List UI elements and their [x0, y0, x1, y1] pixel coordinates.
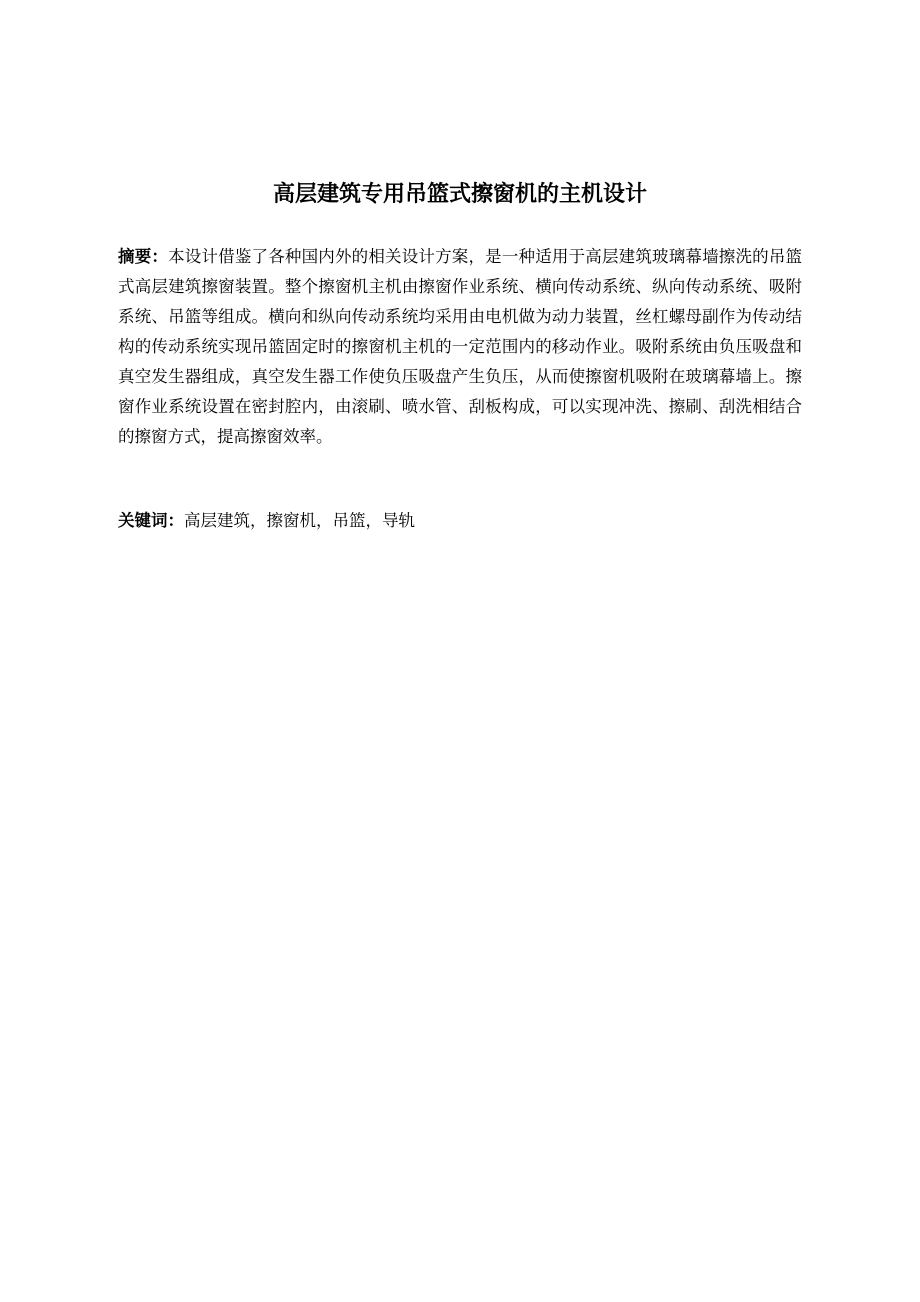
abstract-paragraph [118, 242, 802, 452]
keywords-label: 关键词： [118, 511, 184, 530]
abstract-text: 本设计借鉴了各种国内外的相关设计方案，是一种适用于高层建筑玻璃幕墙擦洗的吊篮式高层建筑擦窗装置。整个擦窗机主机由擦窗作业系统、横向传动系统、纵向传动系统、吸附系统、吊篮等组成。横向和纵向传动系统均采用由电机做为动力装置，丝杠螺母副作为传动结构的传动系统实现吊篮固定时的擦窗机主机的一定范围内的移动作业。吸附系统由负压吸盘和真空发生器组成，真空发生器工作使负压吸盘产生负压，从而使擦窗机吸附在玻璃幕墙上。擦窗作业系统设置在密封腔内，由滚刷、喷水管、刮板构成，可以实现冲洗、擦刷、刮洗相结合的擦窗方式，提高擦窗效率。 [118, 247, 802, 446]
document-title: 高层建筑专用吊篮式擦窗机的主机设计 [272, 182, 647, 207]
abstract-label: 摘要： [118, 247, 169, 266]
keywords-text: 高层建筑，擦窗机，吊篮，导轨 [184, 511, 415, 530]
keywords-paragraph [118, 506, 802, 536]
